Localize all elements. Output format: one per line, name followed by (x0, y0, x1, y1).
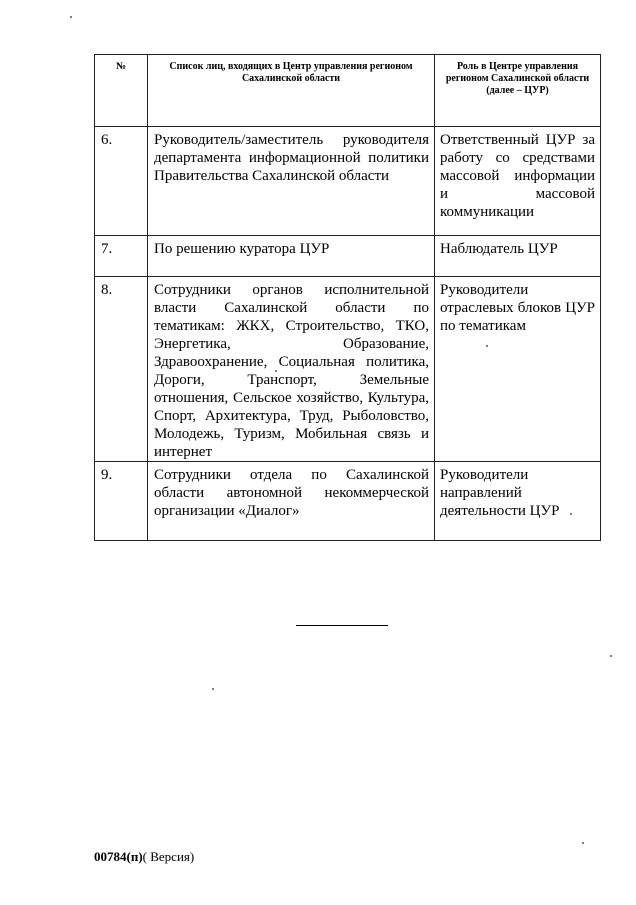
scan-speck (582, 842, 584, 844)
header-role: Роль в Центре управления регионом Сахалинской области (далее – ЦУР) (435, 55, 601, 127)
section-divider-line (296, 625, 388, 626)
scan-speck (275, 370, 277, 372)
row-person-list: Руководитель/заместитель руководителя департамента информационной политики Правительства Сахалинской области (148, 127, 435, 236)
row-role: Ответственный ЦУР за работу со средствами массовой информации и массовой коммуникации (435, 127, 601, 236)
scan-speck (610, 655, 612, 657)
scan-speck (70, 16, 72, 18)
row-number: 6. (95, 127, 148, 236)
row-person-list: Сотрудники отдела по Сахалинской области автономной некоммерческой организации «Диалог» (148, 462, 435, 541)
document-version: ( Версия) (142, 849, 195, 864)
scan-speck (212, 688, 214, 690)
scan-speck (570, 513, 572, 515)
document-footer (94, 849, 194, 865)
table-row (95, 277, 601, 462)
row-role: Руководители отраслевых блоков ЦУР по тематикам (435, 277, 601, 462)
table-row (95, 236, 601, 277)
header-number: № (95, 55, 148, 127)
table-header-row (95, 55, 601, 127)
row-role: Наблюдатель ЦУР (435, 236, 601, 277)
header-person-list: Список лиц, входящих в Центр управления регионом Сахалинской области (148, 55, 435, 127)
document-code: 00784(п) (94, 849, 143, 864)
row-person-list: Сотрудники органов исполнительной власти Сахалинской области по тематикам: ЖКХ, Строительство, ТКО, Энергетика, Образование, Здравоохранение, Социальная политика, Дороги, Транспорт, Земельные отношения, Сельское хозяйство, Культура, Спорт, Архитектура, Труд, Рыболовство, Молодежь, Туризм, Мобильная связь и интернет (148, 277, 435, 462)
table-row (95, 127, 601, 236)
row-role: Руководители направлений деятельности ЦУР (435, 462, 601, 541)
row-person-list: По решению куратора ЦУР (148, 236, 435, 277)
row-number: 9. (95, 462, 148, 541)
row-number: 8. (95, 277, 148, 462)
roles-table (94, 54, 601, 541)
row-number: 7. (95, 236, 148, 277)
scan-speck (486, 345, 488, 347)
table-row (95, 462, 601, 541)
